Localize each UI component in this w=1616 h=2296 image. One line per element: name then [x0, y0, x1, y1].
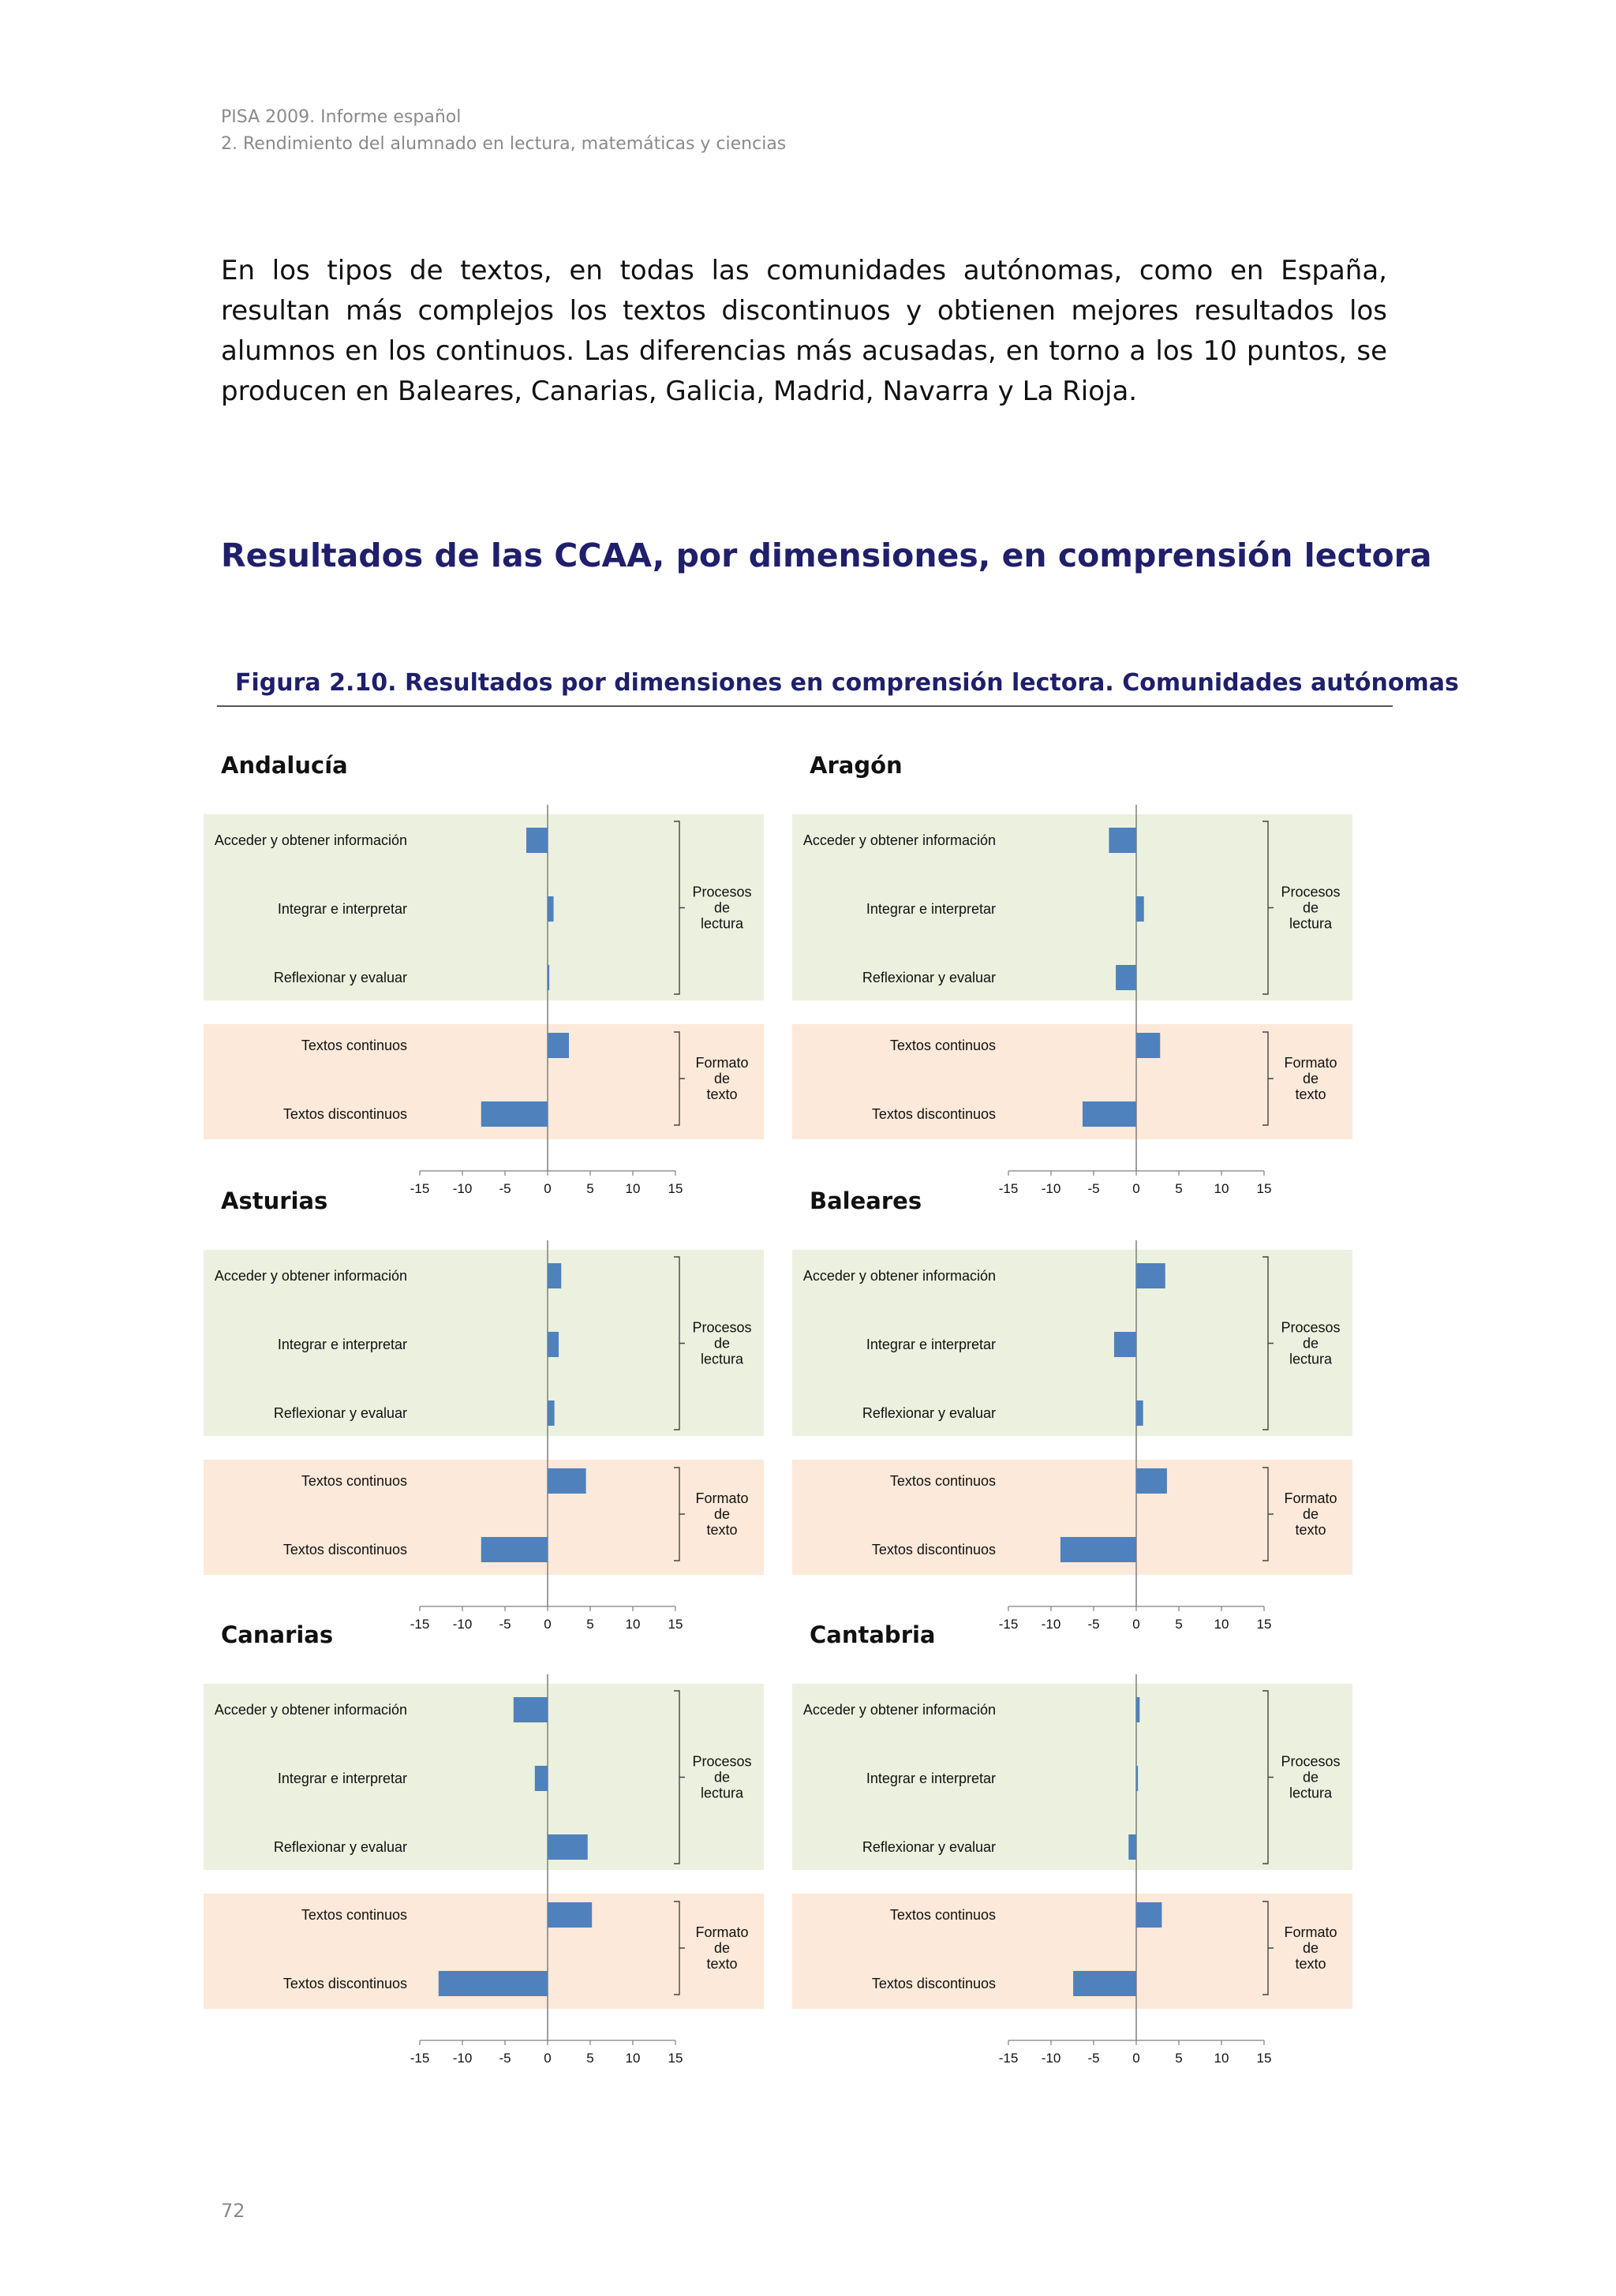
data-bar	[548, 1332, 559, 1357]
group-label: lectura	[700, 1785, 744, 1801]
group-label: Procesos	[692, 1319, 752, 1336]
x-tick-label: -5	[1087, 2051, 1100, 2066]
category-label: Acceder y obtener información	[214, 1268, 407, 1284]
category-label: Textos discontinuos	[282, 1542, 407, 1557]
x-tick-label: -15	[998, 2051, 1019, 2066]
data-bar	[1114, 1332, 1136, 1357]
category-label: Reflexionar y evaluar	[273, 970, 407, 985]
x-tick-label: 10	[1214, 1617, 1229, 1632]
category-label: Textos continuos	[889, 1907, 996, 1923]
x-tick-label: 15	[1256, 2051, 1272, 2066]
data-bar	[481, 1537, 548, 1562]
x-tick-label: -15	[410, 1181, 430, 1196]
bar-chart	[792, 748, 1360, 1221]
x-tick-label: 5	[1175, 2051, 1183, 2066]
group-label: lectura	[1289, 915, 1333, 932]
data-bar	[548, 965, 549, 990]
group-label: Formato	[1284, 1924, 1337, 1940]
data-bar	[1136, 1766, 1138, 1791]
x-tick-label: 15	[668, 1617, 683, 1632]
data-bar	[548, 1033, 569, 1058]
data-bar	[1128, 1834, 1136, 1860]
x-tick-label: 0	[1132, 2051, 1140, 2066]
x-tick-label: -5	[499, 2051, 511, 2066]
group-label: Formato	[695, 1924, 749, 1940]
x-tick-label: 15	[1256, 1181, 1272, 1196]
x-tick-label: -5	[1087, 1181, 1100, 1196]
intro-paragraph: En los tipos de textos, en todas las comunidades autónomas, como en España, resultan más complejos los textos discontinuos y obtienen mejores resultados los alumnos en los continuos. Las diferencias más acusadas, en torno a los 10 puntos, se producen en Baleares, Canarias, Galicia, Madrid, Navarra y La Rioja.	[221, 255, 1387, 407]
data-bar	[548, 896, 554, 922]
group-label: lectura	[700, 915, 744, 932]
group-label: de	[713, 1940, 731, 1956]
category-label: Textos continuos	[301, 1907, 407, 1923]
group-label: Formato	[695, 1490, 749, 1506]
data-bar	[548, 1902, 592, 1928]
data-bar	[548, 1834, 588, 1860]
category-label: Textos discontinuos	[871, 1542, 996, 1557]
category-label: Reflexionar y evaluar	[862, 1839, 996, 1855]
x-tick-label: 5	[586, 2051, 594, 2066]
category-label: Textos continuos	[889, 1038, 996, 1053]
data-bar	[548, 1468, 586, 1494]
x-tick-label: -10	[1041, 2051, 1061, 2066]
x-tick-label: 0	[1132, 1617, 1140, 1632]
group-label: de	[713, 1335, 731, 1352]
caption-rule	[217, 705, 1393, 707]
running-header	[221, 104, 786, 158]
group-label: texto	[706, 1086, 738, 1102]
group-label: de	[713, 899, 731, 916]
category-label: Textos discontinuos	[871, 1106, 996, 1122]
page-number: 72	[221, 2200, 245, 2222]
category-label: Textos discontinuos	[282, 1976, 407, 1991]
data-bar	[548, 1400, 555, 1426]
chart-title: Aragón	[810, 752, 903, 779]
x-tick-label: -15	[410, 2051, 430, 2066]
category-label: Integrar e interpretar	[277, 1337, 407, 1352]
category-label: Integrar e interpretar	[277, 1771, 407, 1786]
x-tick-label: 10	[1214, 1181, 1229, 1196]
category-label: Reflexionar y evaluar	[273, 1405, 407, 1421]
group-label: texto	[706, 1956, 738, 1972]
category-label: Acceder y obtener información	[802, 1702, 996, 1718]
chart-title: Andalucía	[221, 752, 348, 779]
group-label: Procesos	[692, 884, 752, 900]
x-tick-label: 10	[1214, 2051, 1229, 2066]
x-tick-label: -10	[452, 1617, 473, 1632]
category-label: Reflexionar y evaluar	[862, 1405, 996, 1421]
x-tick-label: 10	[625, 2051, 641, 2066]
data-bar	[514, 1697, 548, 1722]
bar-chart	[204, 1617, 772, 2091]
group-label: Formato	[1284, 1055, 1337, 1071]
data-bar	[535, 1766, 548, 1791]
category-label: Textos discontinuos	[282, 1106, 407, 1122]
figure-caption: Figura 2.10. Resultados por dimensiones en comprensión lectora. Comunidades autónomas	[235, 669, 1459, 697]
x-tick-label: -10	[452, 1181, 473, 1196]
header-line-1: PISA 2009. Informe español	[221, 107, 462, 127]
group-label: Procesos	[1281, 1319, 1341, 1336]
group-label: de	[713, 1506, 731, 1522]
data-bar	[548, 1263, 561, 1288]
category-label: Acceder y obtener información	[214, 832, 407, 848]
group-label: texto	[1295, 1956, 1326, 1972]
chart-title: Canarias	[221, 1621, 334, 1648]
data-bar	[1083, 1101, 1136, 1127]
data-bar	[526, 828, 548, 853]
x-tick-label: -10	[452, 2051, 473, 2066]
data-bar	[481, 1101, 548, 1127]
x-tick-label: -5	[499, 1181, 511, 1196]
data-bar	[1136, 1902, 1162, 1928]
data-bar	[1136, 896, 1144, 922]
category-label: Acceder y obtener información	[802, 1268, 996, 1284]
x-tick-label: 0	[544, 1617, 552, 1632]
x-tick-label: -15	[998, 1181, 1019, 1196]
x-tick-label: -15	[998, 1617, 1019, 1632]
category-label: Textos continuos	[889, 1473, 996, 1489]
chart-title: Baleares	[810, 1187, 922, 1214]
category-label: Integrar e interpretar	[277, 901, 407, 917]
group-label: de	[1302, 1940, 1319, 1956]
header-line-2: 2. Rendimiento del alumnado en lectura, matemáticas y ciencias	[221, 134, 787, 154]
data-bar	[1109, 828, 1136, 853]
group-label: de	[1302, 899, 1319, 916]
category-label: Reflexionar y evaluar	[862, 970, 996, 985]
x-tick-label: 5	[1175, 1181, 1183, 1196]
category-label: Acceder y obtener información	[802, 832, 996, 848]
x-tick-label: -10	[1041, 1617, 1061, 1632]
group-label: Procesos	[1281, 884, 1341, 900]
group-label: de	[1302, 1071, 1319, 1086]
x-tick-label: 5	[586, 1181, 594, 1196]
category-label: Reflexionar y evaluar	[273, 1839, 407, 1855]
x-tick-label: 5	[586, 1617, 594, 1632]
group-label: texto	[1295, 1086, 1326, 1102]
group-label: texto	[1295, 1522, 1326, 1538]
group-label: Formato	[1284, 1490, 1337, 1506]
group-label: Procesos	[692, 1753, 752, 1770]
data-bar	[1136, 1468, 1167, 1494]
group-label: de	[713, 1769, 731, 1786]
x-tick-label: 0	[1132, 1181, 1140, 1196]
group-label: de	[713, 1071, 731, 1086]
group-label: Procesos	[1281, 1753, 1341, 1770]
data-bar	[439, 1971, 548, 1996]
category-label: Integrar e interpretar	[866, 1337, 996, 1352]
group-label: texto	[706, 1522, 738, 1538]
group-label: de	[1302, 1769, 1319, 1786]
x-tick-label: 10	[625, 1181, 641, 1196]
section-title: Resultados de las CCAA, por dimensiones, en comprensión lectora	[221, 537, 1432, 574]
x-tick-label: -15	[410, 1617, 430, 1632]
group-label: lectura	[1289, 1351, 1333, 1367]
x-tick-label: 15	[1256, 1617, 1272, 1632]
group-label: lectura	[700, 1351, 744, 1367]
category-label: Textos continuos	[301, 1038, 407, 1053]
group-label: de	[1302, 1506, 1319, 1522]
x-tick-label: 0	[544, 1181, 552, 1196]
group-label: lectura	[1289, 1785, 1333, 1801]
bar-chart	[792, 1184, 1360, 1657]
chart-title: Asturias	[221, 1187, 328, 1214]
x-tick-label: 15	[668, 2051, 683, 2066]
x-tick-label: 15	[668, 1181, 683, 1196]
data-bar	[1136, 1400, 1143, 1426]
data-bar	[1136, 1033, 1160, 1058]
data-bar	[1136, 1697, 1139, 1722]
category-label: Integrar e interpretar	[866, 1771, 996, 1786]
category-label: Textos continuos	[301, 1473, 407, 1489]
chart-title: Cantabria	[810, 1621, 936, 1648]
group-label: Formato	[695, 1055, 749, 1071]
x-tick-label: 10	[625, 1617, 641, 1632]
x-tick-label: 0	[544, 2051, 552, 2066]
data-bar	[1116, 965, 1136, 990]
category-label: Textos discontinuos	[871, 1976, 996, 1991]
bar-chart	[792, 1617, 1360, 2091]
data-bar	[1136, 1263, 1165, 1288]
group-label: de	[1302, 1335, 1319, 1352]
x-tick-label: -10	[1041, 1181, 1061, 1196]
bar-chart	[204, 1184, 772, 1657]
category-label: Acceder y obtener información	[214, 1702, 407, 1718]
data-bar	[1073, 1971, 1136, 1996]
x-tick-label: 5	[1175, 1617, 1183, 1632]
x-tick-label: -5	[499, 1617, 511, 1632]
x-tick-label: -5	[1087, 1617, 1100, 1632]
category-label: Integrar e interpretar	[866, 901, 996, 917]
bar-chart	[204, 748, 772, 1221]
data-bar	[1060, 1537, 1136, 1562]
